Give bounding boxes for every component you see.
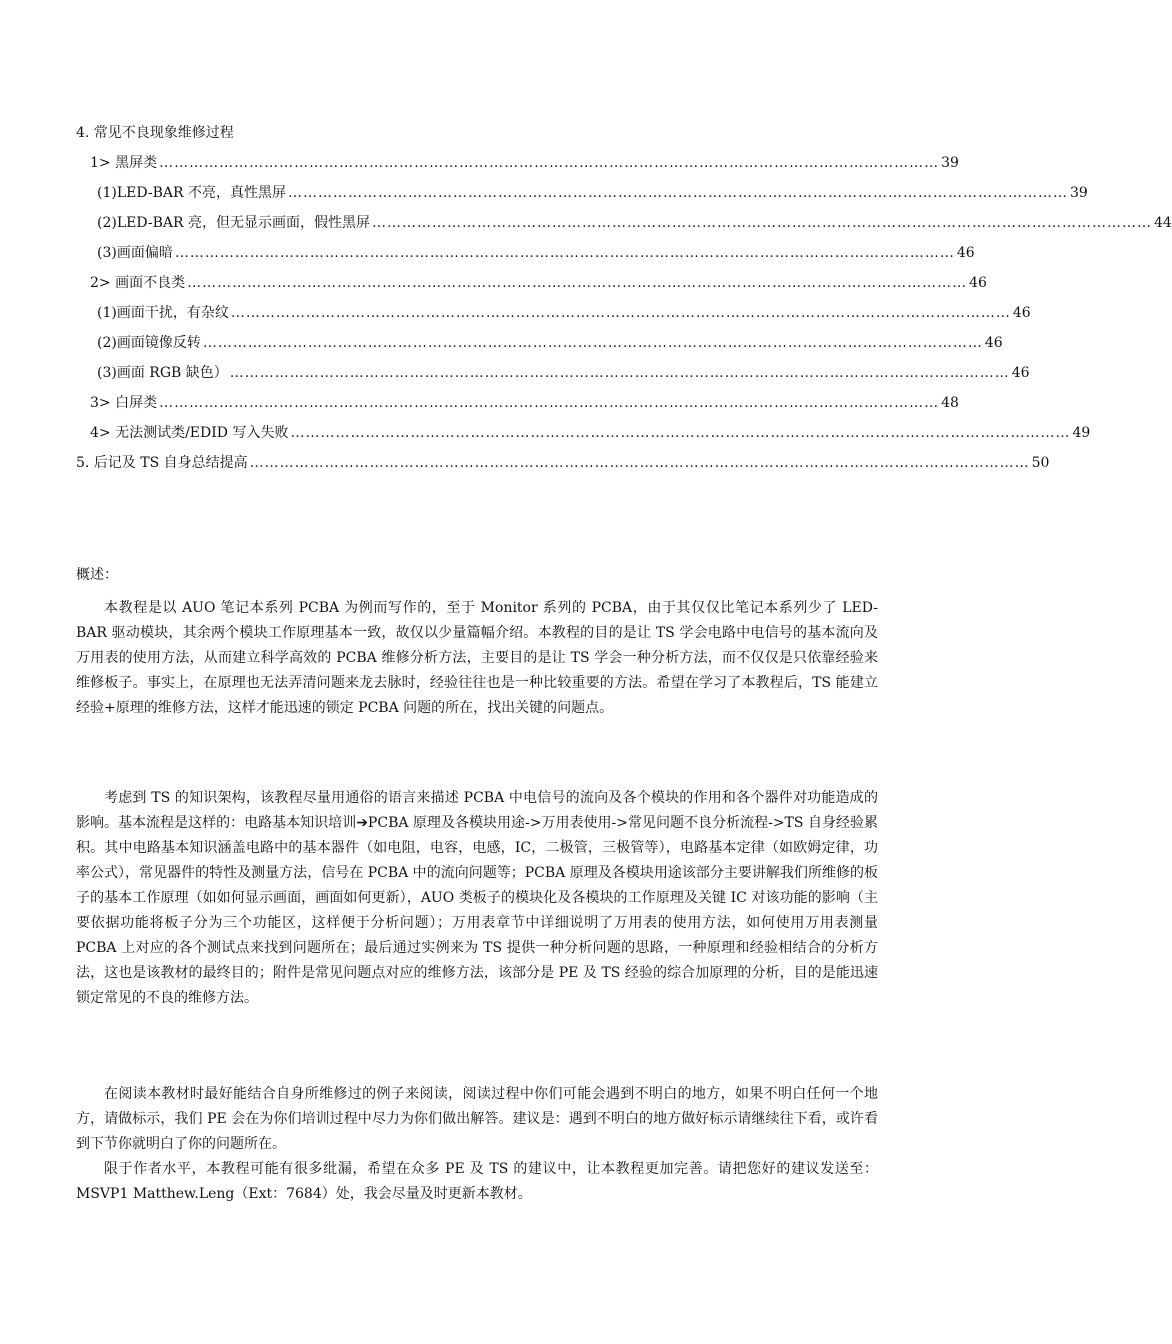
toc-entry-page: 48	[941, 395, 959, 411]
toc-entry-page: 46	[1012, 305, 1031, 321]
toc-entry-title: (2)画面镜像反转	[97, 335, 201, 351]
toc-entry	[97, 240, 975, 266]
overview-paragraph-2: 考虑到 TS 的知识架构，该教程尽量用通俗的语言来描述 PCBA 中电信号的流向及各个模块的作用和各个器件对功能造成的影响。基本流程是这样的：电路基本知识培训➔PCBA 原理及各模块用途->万用表使用->常见问题不良分析流程->TS 自身经验累积。其中电路基本知识涵盖电路中的基本器件（如电阻，电容，电感，IC，二极管，三极管等），电路基本定律（如欧姆定律，功率公式），常见器件的特性及测量方法，信号在 PCBA 中的流向问题等；PCBA 原理及各模块用途该部分主要讲解我们所维修的板子的基本工作原理（如如何显示画面，画面如何更新），AUO 类板子的模块化及各模块的工作原理及关键 IC 对该功能的影响（主要依据功能将板子分为三个功能区，这样便于分析问题）；万用表章节中详细说明了万用表的使用方法，如何使用万用表测量 PCBA 上对应的各个测试点来找到问题所在；最后通过实例来为 TS 提供一种分析问题的思路，一种原理和经验相结合的分析方法，这也是该教材的最终目的；附件是常见问题点对应的维修方法，该部分是 PE 及 TS 经验的综合加原理的分析，目的是能迅速锁定常见的不良的维修方法。	[76, 790, 878, 1006]
toc-entry	[90, 150, 959, 176]
toc-entry-title: (3)画面 RGB 缺色）	[97, 365, 228, 381]
toc-entry-page: 46	[956, 245, 975, 261]
toc-entry-page: 39	[941, 155, 959, 171]
toc-entry-title: (1)画面干扰，有杂纹	[97, 305, 229, 321]
toc-entry	[97, 330, 1003, 356]
toc-leader-dots: …………………………………………………………………………………………………………………………………………	[202, 335, 983, 351]
toc-leader-dots: …………………………………………………………………………………………………………………………………………	[290, 425, 1071, 441]
overview-paragraph-4: 限于作者水平，本教程可能有很多纰漏，希望在众多 PE 及 TS 的建议中，让本教程更加完善。请把您好的建议发送至：MSVP1 Matthew.Leng（Ext：7684）处，我会尽量及时更新本教材。	[76, 1161, 878, 1202]
overview-paragraph-3: 在阅读本教材时最好能结合自身所维修过的例子来阅读，阅读过程中你们可能会遇到不明白的地方，如果不明白任何一个地方，请做标示，我们 PE 会在为你们培训过程中尽力为你们做出解答。建议是：遇到不明白的地方做好标示请继续往下看，或许看到下节你就明白了你的问题所在。	[76, 1086, 878, 1152]
overview-paragraph-1: 本教程是以 AUO 笔记本系列 PCBA 为例而写作的，至于 Monitor 系列的 PCBA，由于其仅仅比笔记本系列少了 LED-BAR 驱动模块，其余两个模块工作原理基本一致，故仅以少量篇幅介绍。本教程的目的是让 TS 学会电路中电信号的基本流向及万用表的使用方法，从而建立科学高效的 PCBA 维修分析方法，主要目的是让 TS 学会一种分析方法，而不仅仅是只依靠经验来维修板子。事实上，在原理也无法弄清问题来龙去脉时，经验往往也是一种比较重要的方法。希望在学习了本教程后，TS 能建立经验+原理的维修方法，这样才能迅速的锁定 PCBA 问题的所在，找出关键的问题点。	[76, 600, 878, 716]
toc-entry-title: (2)LED-BAR 亮，但无显示画面，假性黑屏	[97, 215, 370, 231]
toc-entry-page: 50	[1031, 455, 1050, 471]
toc-entry-page: 44	[1153, 215, 1172, 231]
toc-entry-title: 5. 后记及 TS 自身总结提高	[76, 455, 248, 471]
toc-entry	[90, 270, 987, 296]
toc-leader-dots: …………………………………………………………………………………………………………………………………………	[159, 395, 940, 411]
toc-entry-page: 46	[969, 275, 987, 291]
toc-leader-dots: …………………………………………………………………………………………………………………………………………	[187, 275, 968, 291]
toc-chapter-5	[76, 450, 1050, 476]
toc-entry-title: 3> 白屏类	[90, 395, 158, 411]
toc-leader-dots: …………………………………………………………………………………………………………………………………………	[371, 215, 1152, 231]
overview-heading: 概述：	[76, 567, 118, 583]
toc-entry-title: (3)画面偏暗	[97, 245, 173, 261]
toc-entry	[97, 300, 1031, 326]
toc-leader-dots: …………………………………………………………………………………………………………………………………………	[249, 455, 1030, 471]
toc-entry-title: 1> 黑屏类	[90, 155, 158, 171]
toc-entry-page: 39	[1069, 185, 1088, 201]
toc-entry	[97, 180, 1088, 206]
toc-leader-dots: …………………………………………………………………………………………………………………………………………	[159, 155, 940, 171]
toc-entry-page: 49	[1072, 425, 1091, 441]
toc-leader-dots: …………………………………………………………………………………………………………………………………………	[230, 305, 1011, 321]
toc-entry	[97, 360, 1030, 386]
toc-entry-title: 2> 画面不良类	[90, 275, 186, 291]
toc-entry-page: 46	[984, 335, 1003, 351]
toc-entry-title: (1)LED-BAR 不亮，真性黑屏	[97, 185, 286, 201]
toc-leader-dots: …………………………………………………………………………………………………………………………………………	[287, 185, 1068, 201]
toc-entry	[97, 210, 1172, 236]
toc-leader-dots: …………………………………………………………………………………………………………………………………………	[229, 365, 1010, 381]
toc-leader-dots: …………………………………………………………………………………………………………………………………………	[174, 245, 955, 261]
toc-entry	[90, 390, 959, 416]
toc-chapter-4	[76, 120, 756, 146]
toc-entry-title: 4. 常见不良现象维修过程	[76, 125, 234, 141]
toc-entry-page: 46	[1011, 365, 1030, 381]
toc-entry-title: 4> 无法测试类/EDID 写入失败	[90, 425, 289, 441]
toc-entry	[90, 420, 1091, 446]
